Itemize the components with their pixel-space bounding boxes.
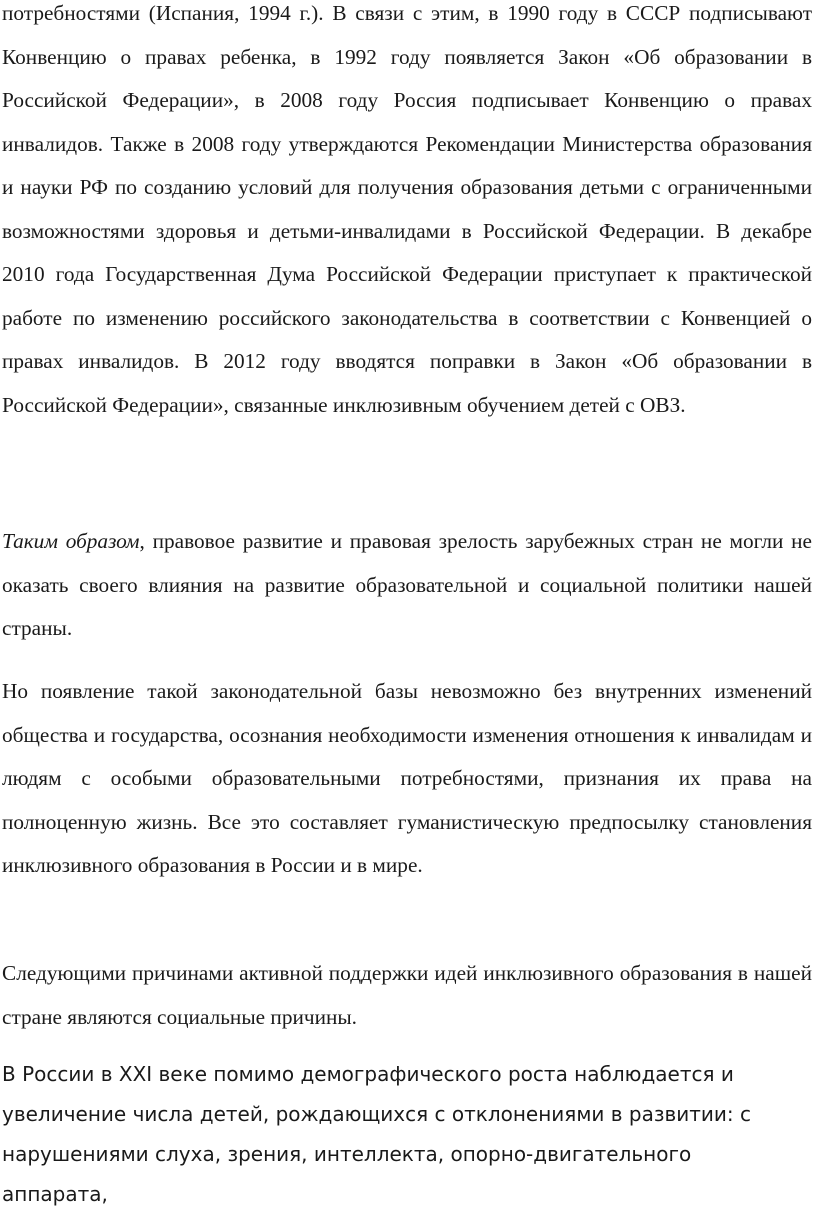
paragraph-social-reasons: Следующими причинами активной поддержки идей инклюзивного образования в нашей стране являются социальные причины. [2,961,812,1029]
emphasis-phrase: Таким образом [2,529,140,553]
paragraph-demographics: В России в XXI веке помимо демографического роста наблюдается и увеличение числа детей, рождающихся с отклонениями в развитии: с нарушениями слуха, зрения, интеллекта, опорно-двигательного аппарата, [2,1062,752,1206]
paragraph-humanistic-premise: Но появление такой законодательной базы невозможно без внутренних изменений общества и государства, осознания необходимости изменения отношения к инвалидам и людям с особыми образовательными потребностями, признания их права на полноценную жизнь. Все это составляет гуманистическую предпосылку становления инклюзивного образования в России и в мире. [2,679,812,877]
paragraph-conclusion-text: , правовое развитие и правовая зрелость зарубежных стран не могли не оказать своего влияния на развитие образовательной и социальной политики нашей страны. [2,529,812,640]
paragraph-legislation-history: потребностями (Испания, 1994 г.). В связи с этим, в 1990 году в СССР подписывают Конвенцию о правах ребенка, в 1992 году появляется Закон «Об образовании в Российской Федерации», в 2008 году Россия подписывает Конвенцию о правах инвалидов. Также в 2008 году утверждаются Рекомендации Министерства образования и науки РФ по созданию условий для получения образования детьми с ограниченными возможностями здоровья и детьми-инвалидами в Российской Федерации. В декабре 2010 года Государственная Дума Российской Федерации приступает к практической работе по изменению российского законодательства в соответствии с Конвенцией о правах инвалидов. В 2012 году вводятся поправки в Закон «Об образовании в Российской Федерации», связанные инклюзивным обучением детей с ОВЗ. [2,1,812,417]
paragraph-conclusion [2,520,812,651]
